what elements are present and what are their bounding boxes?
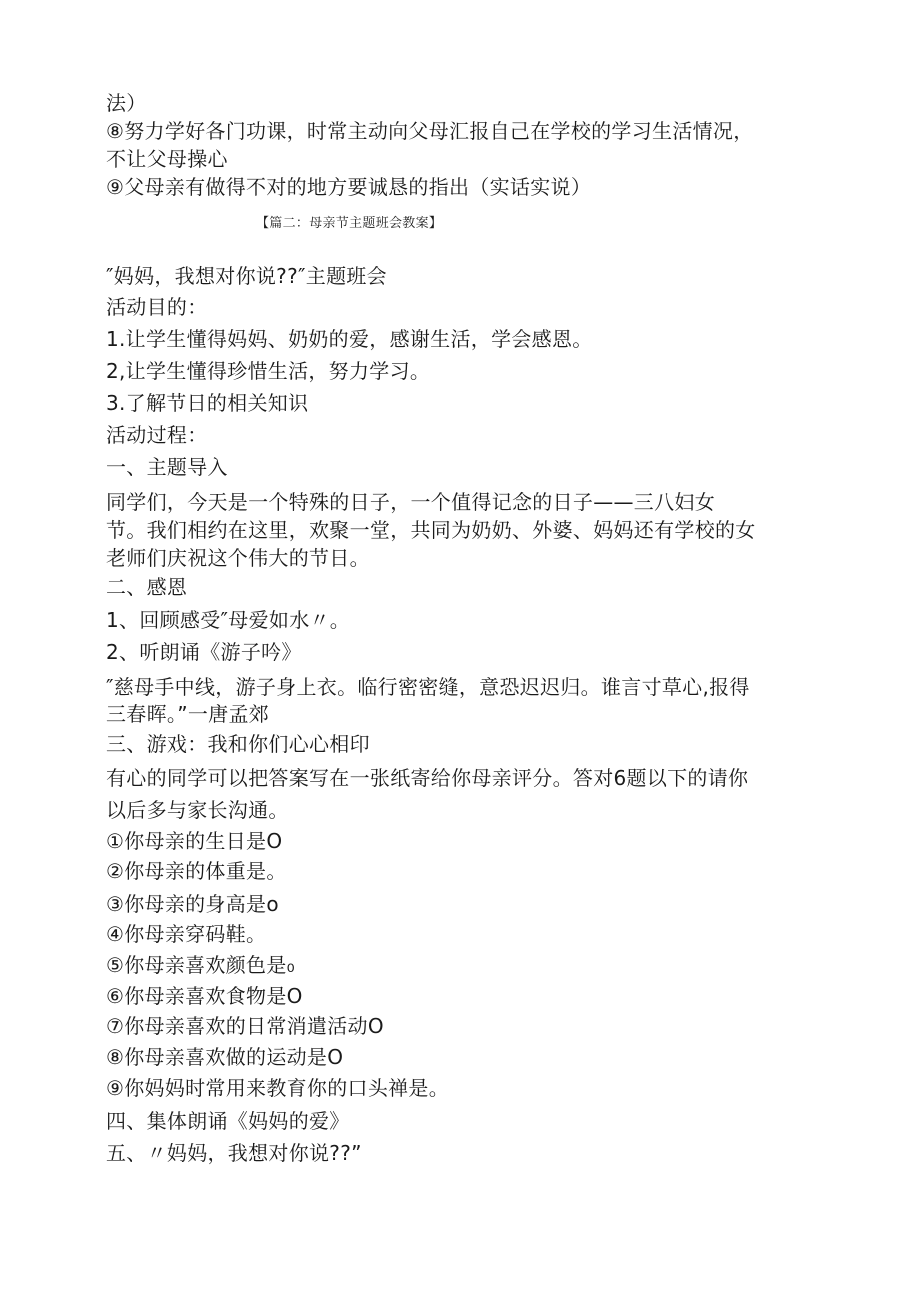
goals-heading: 活动目的：: [106, 295, 208, 319]
continuation-line: 不让父母操心: [106, 147, 228, 171]
question-item: ⑦你母亲喜欢的日常消遣活动O: [106, 1014, 384, 1038]
question-item: ⑥你母亲喜欢食物是O: [106, 984, 303, 1008]
paragraph-line: 节。我们相约在这里，欢聚一堂，共同为奶奶、外婆、妈妈还有学校的女: [106, 518, 756, 542]
part3-intro-line: 以后多与家长沟通。: [106, 798, 289, 822]
continuation-line: ⑧努力学好各门功课，时常主动向父母汇报自己在学校的学习生活情况，: [106, 119, 754, 143]
part3-heading: 三、游戏：我和你们心心相印: [106, 732, 370, 756]
paragraph-line: 同学们，今天是一个特殊的日子，一个值得记念的日子——三八妇女: [106, 490, 715, 514]
poem-line: 三春晖。”一唐孟郊: [106, 702, 270, 726]
question-item: ⑨你妈妈时常用来教育你的口头禅是。: [106, 1076, 450, 1100]
question-item: ⑤你母亲喜欢颜色是₀: [106, 953, 295, 977]
goal-item: 1.让学生懂得妈妈、奶奶的爱，感谢生活，学会感恩。: [106, 327, 593, 351]
poem-line: ″慈母手中线，游子身上衣。临行密密缝，意恐迟迟归。谁言寸草心,报得: [106, 675, 750, 699]
part4-heading: 四、集体朗诵《妈妈的爱》: [106, 1109, 350, 1133]
part2-item: 1、回顾感受″母爱如水〃。: [106, 608, 351, 632]
goal-item: 2,让学生懂得珍惜生活，努力学习。: [106, 359, 431, 383]
question-item: ④你母亲穿码鞋。: [106, 922, 267, 946]
part2-heading: 二、感恩: [106, 575, 188, 599]
document-title: ″妈妈，我想对你说??″主题班会: [106, 264, 387, 288]
question-item: ①你母亲的生日是O: [106, 829, 283, 853]
paragraph-line: 老师们庆祝这个伟大的节日。: [106, 546, 370, 570]
section-heading: 【篇二：母亲节主题班会教案】: [256, 216, 443, 231]
part2-item: 2、听朗诵《游子吟》: [106, 640, 302, 664]
part5-heading: 五、〃妈妈，我想对你说??”: [106, 1141, 362, 1165]
part1-heading: 一、主题导入: [106, 455, 228, 479]
question-item: ②你母亲的体重是。: [106, 859, 287, 883]
continuation-line: 法）: [106, 91, 147, 115]
continuation-line: ⑨父母亲有做得不对的地方要诚恳的指出（实话实说）: [106, 175, 592, 199]
goal-item: 3.了解节日的相关知识: [106, 391, 309, 415]
question-item: ③你母亲的身高是o: [106, 892, 279, 916]
question-item: ⑧你母亲喜欢做的运动是O: [106, 1045, 344, 1069]
process-heading: 活动过程：: [106, 423, 208, 447]
part3-intro-line: 有心的同学可以把答案写在一张纸寄给你母亲评分。答对6题以下的请你: [106, 766, 749, 790]
